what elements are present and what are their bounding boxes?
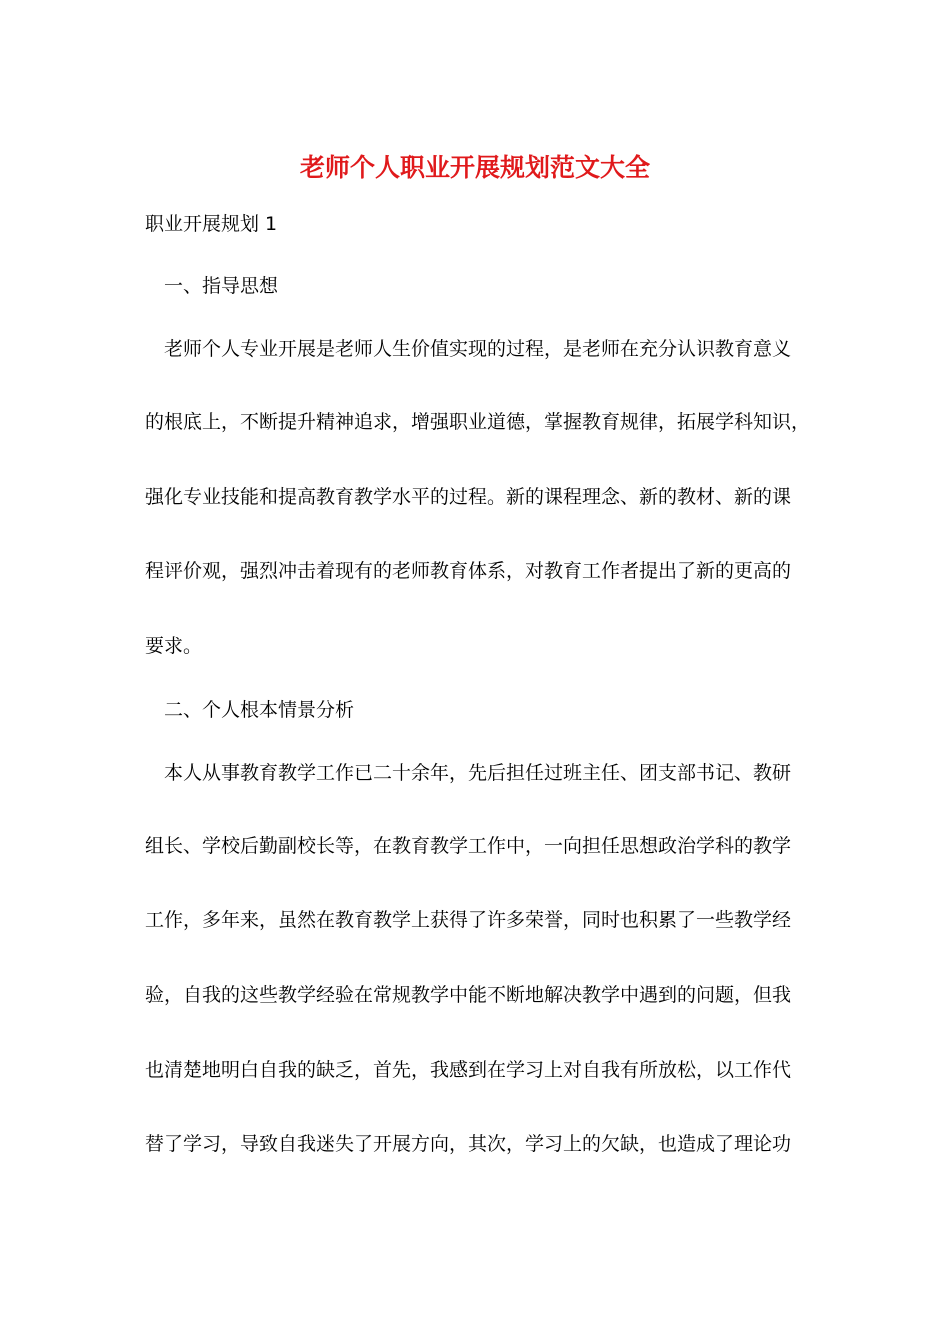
paragraph-1-line-4: 程评价观，强烈冲击着现有的老师教育体系，对教育工作者提出了新的更高的 [145,560,792,582]
paragraph-2-line-2: 组长、学校后勤副校长等，在教育教学工作中，一向担任思想政治学科的教学 [145,835,792,857]
section-label: 职业开展规划 1 [145,213,278,235]
paragraph-2-line-1: 本人从事教育教学工作已二十余年，先后担任过班主任、团支部书记、教研 [164,762,792,784]
paragraph-1-line-1: 老师个人专业开展是老师人生价值实现的过程，是老师在充分认识教育意义 [164,338,792,360]
paragraph-2-line-5: 也清楚地明白自我的缺乏，首先，我感到在学习上对自我有所放松，以工作代 [145,1059,792,1081]
paragraph-1-line-5: 要求。 [145,635,203,657]
heading-personal-analysis: 二、个人根本情景分析 [164,699,355,721]
paragraph-2-line-3: 工作，多年来，虽然在教育教学上获得了许多荣誉，同时也积累了一些教学经 [145,909,792,931]
heading-guiding-ideology: 一、指导思想 [164,275,279,297]
paragraph-1-line-2: 的根底上，不断提升精神追求，增强职业道德，掌握教育规律，拓展学科知识， [145,411,811,433]
paragraph-2-line-4: 验，自我的这些教学经验在常规教学中能不断地解决教学中遇到的问题，但我 [145,984,792,1006]
document-title: 老师个人职业开展规划范文大全 [299,153,650,182]
paragraph-1-line-3: 强化专业技能和提高教育教学水平的过程。新的课程理念、新的教材、新的课 [145,486,792,508]
paragraph-2-line-6: 替了学习，导致自我迷失了开展方向，其次，学习上的欠缺，也造成了理论功 [145,1133,792,1155]
